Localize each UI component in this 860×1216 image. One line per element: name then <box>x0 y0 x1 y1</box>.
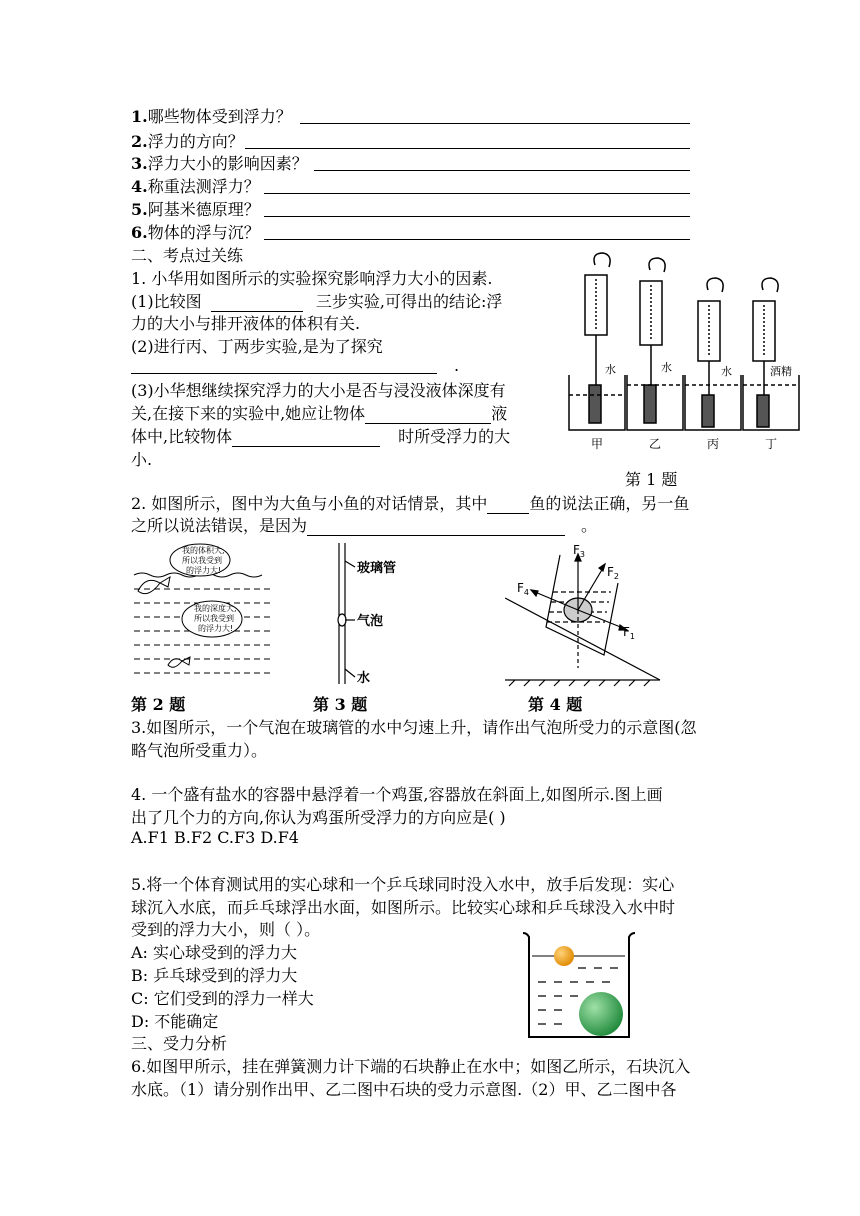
q6-text: 物体的浮与沉？ <box>147 223 260 242</box>
answer-line-q4 <box>264 193 690 194</box>
fig4-f1: $F_1$ <box>623 625 635 641</box>
p4-line1: 4. 一个盛有盐水的容器中悬浮着一个鸡蛋,容器放在斜面上,如图所示.图上画 <box>131 785 663 804</box>
p4-options: A.F1 B.F2 C.F3 D.F4 <box>131 828 299 847</box>
p5-option-a: A: 实心球受到的浮力大 <box>131 943 298 962</box>
p1-blank2 <box>131 373 437 374</box>
p1-blank4 <box>232 427 380 447</box>
p1-line3: 力的大小与排开液体的体积有关. <box>131 314 361 333</box>
bubble1-line3: 的浮力大! <box>186 566 222 575</box>
fig1-label-water-2: 水 <box>661 361 672 374</box>
figure-2-fish-dialogue <box>130 543 275 683</box>
fig3-label-water: 水 <box>357 671 371 686</box>
p5-line2: 球沉入水底，而乒乓球浮出水面，如图所示。比较实心球和乒乓球没入水中时 <box>131 898 676 917</box>
ping-pong-ball <box>554 946 574 966</box>
p1-line8b: 时所受浮力的大 <box>398 427 511 446</box>
p1-line8a: 体中,比较物体 <box>131 427 233 446</box>
q1-number: 1. <box>131 107 148 126</box>
fig1-label-alcohol: 酒精 <box>770 365 792 378</box>
q1-text: 哪些物体受到浮力？ <box>147 107 292 126</box>
p1-line5: . <box>454 356 460 375</box>
fig4-f2: $F_2$ <box>607 565 619 581</box>
p6-line2: 水底。（1）请分别作出甲、乙二图中石块的受力示意图.（2）甲、乙二图中各 <box>131 1080 677 1099</box>
q3-number: 3. <box>131 154 148 173</box>
section-3-heading: 三、受力分析 <box>131 1034 228 1053</box>
q2-number: 2. <box>131 132 148 151</box>
fig4-f4: $F_4$ <box>517 581 529 597</box>
p2-line1 <box>131 491 689 514</box>
review-q4 <box>131 174 260 197</box>
q2-text: 浮力的方向？ <box>147 132 244 151</box>
bubble2-line2: 所以我受到 <box>194 614 234 623</box>
p1-line8 <box>131 424 510 447</box>
scale-yi <box>627 258 683 430</box>
p3-line2: 略气泡所受重力）。 <box>131 741 268 760</box>
p2-blank2 <box>307 516 565 536</box>
p4-line2: 出了几个力的方向,你认为鸡蛋所受浮力的方向应是( ) <box>131 808 506 827</box>
figure-3-glass-tube <box>325 541 420 686</box>
answer-line-q3 <box>314 170 690 171</box>
fig1-label-water-1: 水 <box>605 363 616 376</box>
caption-fig-2: 第 2 题 <box>131 695 186 714</box>
q6-number: 6. <box>131 223 148 242</box>
fig1-label-jia: 甲 <box>591 437 604 451</box>
p2-line2 <box>131 513 597 536</box>
p1-line1: 1. 小华用如图所示的实验探究影响浮力大小的因素. <box>131 269 493 288</box>
p5-line3: 受到的浮力大小，则（ ）。 <box>131 920 321 939</box>
bubble2-line3: 的浮力大! <box>198 624 234 633</box>
caption-fig-3: 第 3 题 <box>313 695 368 714</box>
caption-fig-4: 第 4 题 <box>528 695 583 714</box>
p2-blank1 <box>487 494 529 514</box>
fig3-label-bubble: 气泡 <box>357 614 384 629</box>
review-q3 <box>131 151 308 174</box>
p1-line7a: 关,在接下来的实验中,她应让物体 <box>131 404 366 423</box>
p1-line6: (3)小华想继续探究浮力的大小是否与浸没液体深度有 <box>131 381 506 400</box>
scale-ding <box>743 278 799 430</box>
caption-fig-1: 第 1 题 <box>625 470 678 489</box>
p1-line4: (2)进行丙、丁两步实验,是为了探究 <box>131 337 383 356</box>
p1-line9: 小. <box>131 450 153 469</box>
p3-line1: 3.如图所示，一个气泡在玻璃管的水中匀速上升，请作出气泡所受力的示意图(忽 <box>131 718 697 737</box>
fig1-label-water-3: 水 <box>721 365 732 378</box>
scale-bing <box>685 278 741 430</box>
q5-text: 阿基米德原理？ <box>147 200 260 219</box>
review-q5 <box>131 197 260 220</box>
bubble1-line1: 我的体积大, <box>182 546 225 555</box>
answer-line-q1 <box>300 123 690 124</box>
fig1-label-bing: 丙 <box>707 437 720 451</box>
p2-line1a: 2. 如图所示，图中为大鱼与小鱼的对话情景，其中 <box>131 494 488 513</box>
q4-text: 称重法测浮力？ <box>147 177 260 196</box>
answer-line-q5 <box>264 216 690 217</box>
p2-line2a: 之所以说法错误，是因为 <box>131 516 308 535</box>
figure-5-beaker <box>520 930 640 1045</box>
p6-line1: 6.如图甲所示，挂在弹簧测力计下端的石块静止在水中；如图乙所示，石块沉入 <box>131 1057 691 1076</box>
p5-option-d: D: 不能确定 <box>131 1012 219 1031</box>
q3-text: 浮力大小的影响因素？ <box>147 154 308 173</box>
p2-line1b: 鱼的说法正确，另一鱼 <box>529 494 690 513</box>
p1-blank1 <box>211 292 303 312</box>
section-2-heading: 二、考点过关练 <box>131 246 244 265</box>
solid-ball <box>579 992 623 1036</box>
fig3-label-tube: 玻璃管 <box>357 561 397 576</box>
q4-number: 4. <box>131 177 148 196</box>
fig1-label-ding: 丁 <box>765 437 778 451</box>
review-q6 <box>131 220 260 243</box>
figure-4-incline <box>505 540 665 690</box>
p1-blank3 <box>365 404 491 424</box>
p1-line2 <box>131 289 502 312</box>
review-q1 <box>131 104 292 127</box>
q5-number: 5. <box>131 200 148 219</box>
figure-1-spring-scales <box>565 245 800 460</box>
answer-line-q2 <box>245 148 690 149</box>
p1-line7 <box>131 401 507 424</box>
p5-line1: 5.将一个体育测试用的实心球和一个乒乓球同时没入水中，放手后发现：实心 <box>131 875 675 894</box>
bubble2-line1: 我的深度大, <box>194 604 237 613</box>
p1-line7b: 液 <box>491 404 508 423</box>
p1-line2a: (1)比较图 <box>131 292 202 311</box>
review-q2 <box>131 129 244 152</box>
p2-line2b: 。 <box>581 516 598 535</box>
scale-jia <box>569 253 625 430</box>
fig1-label-yi: 乙 <box>649 437 662 451</box>
p5-option-b: B: 乒乓球受到的浮力大 <box>131 966 298 985</box>
fig4-f3: $F_3$ <box>573 543 585 559</box>
p5-option-c: C: 它们受到的浮力一样大 <box>131 989 314 1008</box>
p1-line2b: 三步实验,可得出的结论:浮 <box>315 292 503 311</box>
bubble1-line2: 所以我受到 <box>182 556 222 565</box>
answer-line-q6 <box>264 239 690 240</box>
